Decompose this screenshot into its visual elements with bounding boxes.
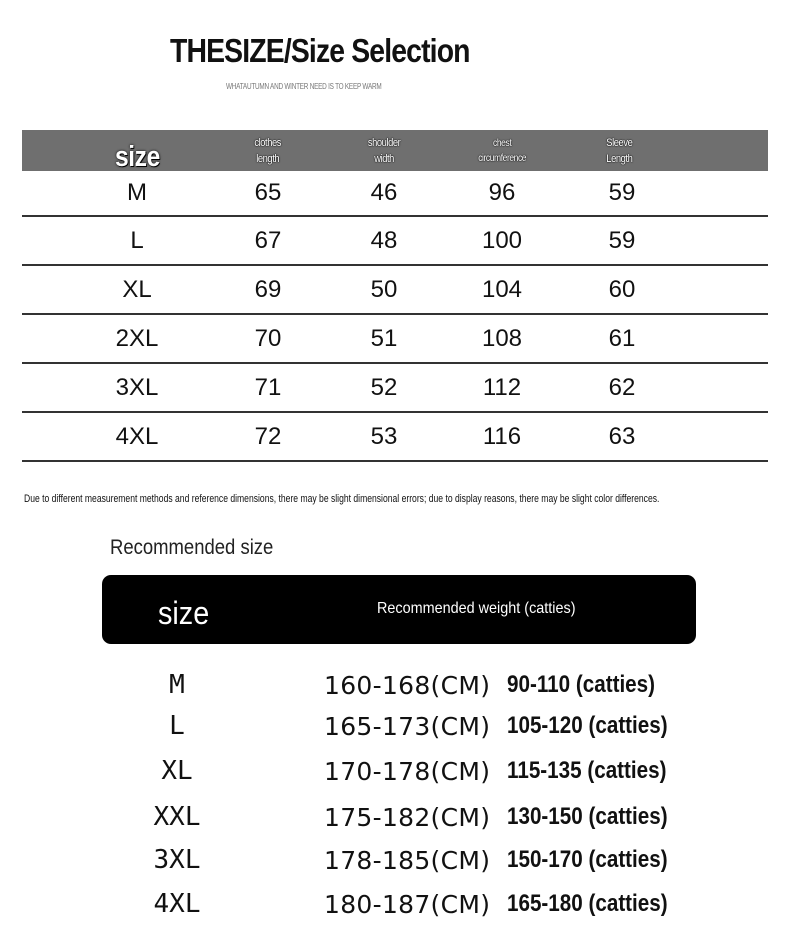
recommended-header-size: size xyxy=(158,595,210,631)
cell-length: 67 xyxy=(254,226,282,254)
recommended-header-weight: Recommended weight (catties) xyxy=(377,600,576,617)
cell-size: 3XL xyxy=(115,373,159,401)
cell-length: 69 xyxy=(254,275,282,303)
recommended-weight: 165-180 (catties) xyxy=(507,890,668,917)
cell-sleeve: 62 xyxy=(608,373,636,401)
cell-shoulder: 52 xyxy=(370,373,398,401)
recommended-weight: 90-110 (catties) xyxy=(507,671,656,698)
cell-size: XL xyxy=(122,275,152,303)
recommended-height: 160-168(CM) xyxy=(324,670,491,700)
page-subtitle: WHATAUTUMN AND WINTER NEED IS TO KEEP WARM xyxy=(226,82,382,91)
recommended-weight: 115-135 (catties) xyxy=(507,757,667,784)
recommended-row xyxy=(102,663,702,707)
cell-shoulder: 50 xyxy=(370,275,398,303)
header-sleeve-length: Sleeve Length xyxy=(605,136,633,165)
size-table-row xyxy=(22,171,768,217)
recommended-weight: 150-170 (catties) xyxy=(507,846,668,873)
recommended-title: Recommended size xyxy=(110,536,274,559)
cell-sleeve: 63 xyxy=(608,422,636,450)
size-table-row xyxy=(22,217,768,266)
recommended-size: M xyxy=(169,670,185,700)
recommended-row xyxy=(102,838,702,882)
header-clothes-length: clothes length xyxy=(254,136,282,165)
header-chest-circumference: chest circumference xyxy=(478,137,526,164)
recommended-size: 3XL xyxy=(153,845,201,875)
recommended-size: 4XL xyxy=(153,889,201,919)
recommended-weight: 105-120 (catties) xyxy=(507,712,668,739)
cell-shoulder: 51 xyxy=(370,324,398,352)
cell-chest: 96 xyxy=(488,179,516,206)
cell-length: 72 xyxy=(254,422,282,450)
recommended-height: 170-178(CM) xyxy=(324,756,491,786)
size-table xyxy=(22,130,768,462)
cell-chest: 112 xyxy=(482,373,522,401)
cell-length: 70 xyxy=(254,324,282,352)
cell-shoulder: 48 xyxy=(370,226,398,254)
cell-chest: 116 xyxy=(482,422,522,450)
cell-shoulder: 46 xyxy=(370,179,398,206)
cell-size: 4XL xyxy=(115,422,159,450)
recommended-row xyxy=(102,749,702,793)
cell-sleeve: 59 xyxy=(608,226,636,254)
cell-sleeve: 60 xyxy=(608,275,636,303)
cell-sleeve: 61 xyxy=(608,324,636,352)
recommended-height: 178-185(CM) xyxy=(324,845,491,875)
cell-chest: 100 xyxy=(481,226,523,254)
size-table-row xyxy=(22,315,768,364)
recommended-size: XXL xyxy=(153,802,201,832)
size-table-row xyxy=(22,266,768,315)
cell-size: L xyxy=(130,226,144,254)
cell-size: M xyxy=(127,179,147,206)
size-table-row xyxy=(22,413,768,462)
recommended-row xyxy=(102,704,702,748)
cell-shoulder: 53 xyxy=(370,422,398,450)
header-shoulder-width: shoulder width xyxy=(367,136,401,165)
cell-sleeve: 59 xyxy=(608,179,636,206)
cell-chest: 108 xyxy=(481,324,523,352)
recommended-height: 180-187(CM) xyxy=(324,889,491,919)
header-size: size xyxy=(114,140,160,173)
cell-length: 65 xyxy=(254,179,282,206)
recommended-weight: 130-150 (catties) xyxy=(507,803,668,830)
size-table-header xyxy=(22,130,768,171)
recommended-height: 175-182(CM) xyxy=(324,802,491,832)
cell-length: 71 xyxy=(254,373,282,401)
size-table-row xyxy=(22,364,768,413)
recommended-header xyxy=(102,575,696,644)
recommended-height: 165-173(CM) xyxy=(324,711,491,741)
cell-chest: 104 xyxy=(481,275,523,303)
recommended-size: L xyxy=(169,711,185,741)
cell-size: 2XL xyxy=(115,324,159,352)
recommended-size: XL xyxy=(161,756,193,786)
recommended-row xyxy=(102,795,702,839)
disclaimer-text: Due to different measurement methods and reference dimensions, there may be slight dimensional errors; due to display reasons, there may be slight color differences. xyxy=(24,493,660,505)
page-title: THESIZE/Size Selection xyxy=(170,32,470,69)
recommended-row xyxy=(102,882,702,926)
